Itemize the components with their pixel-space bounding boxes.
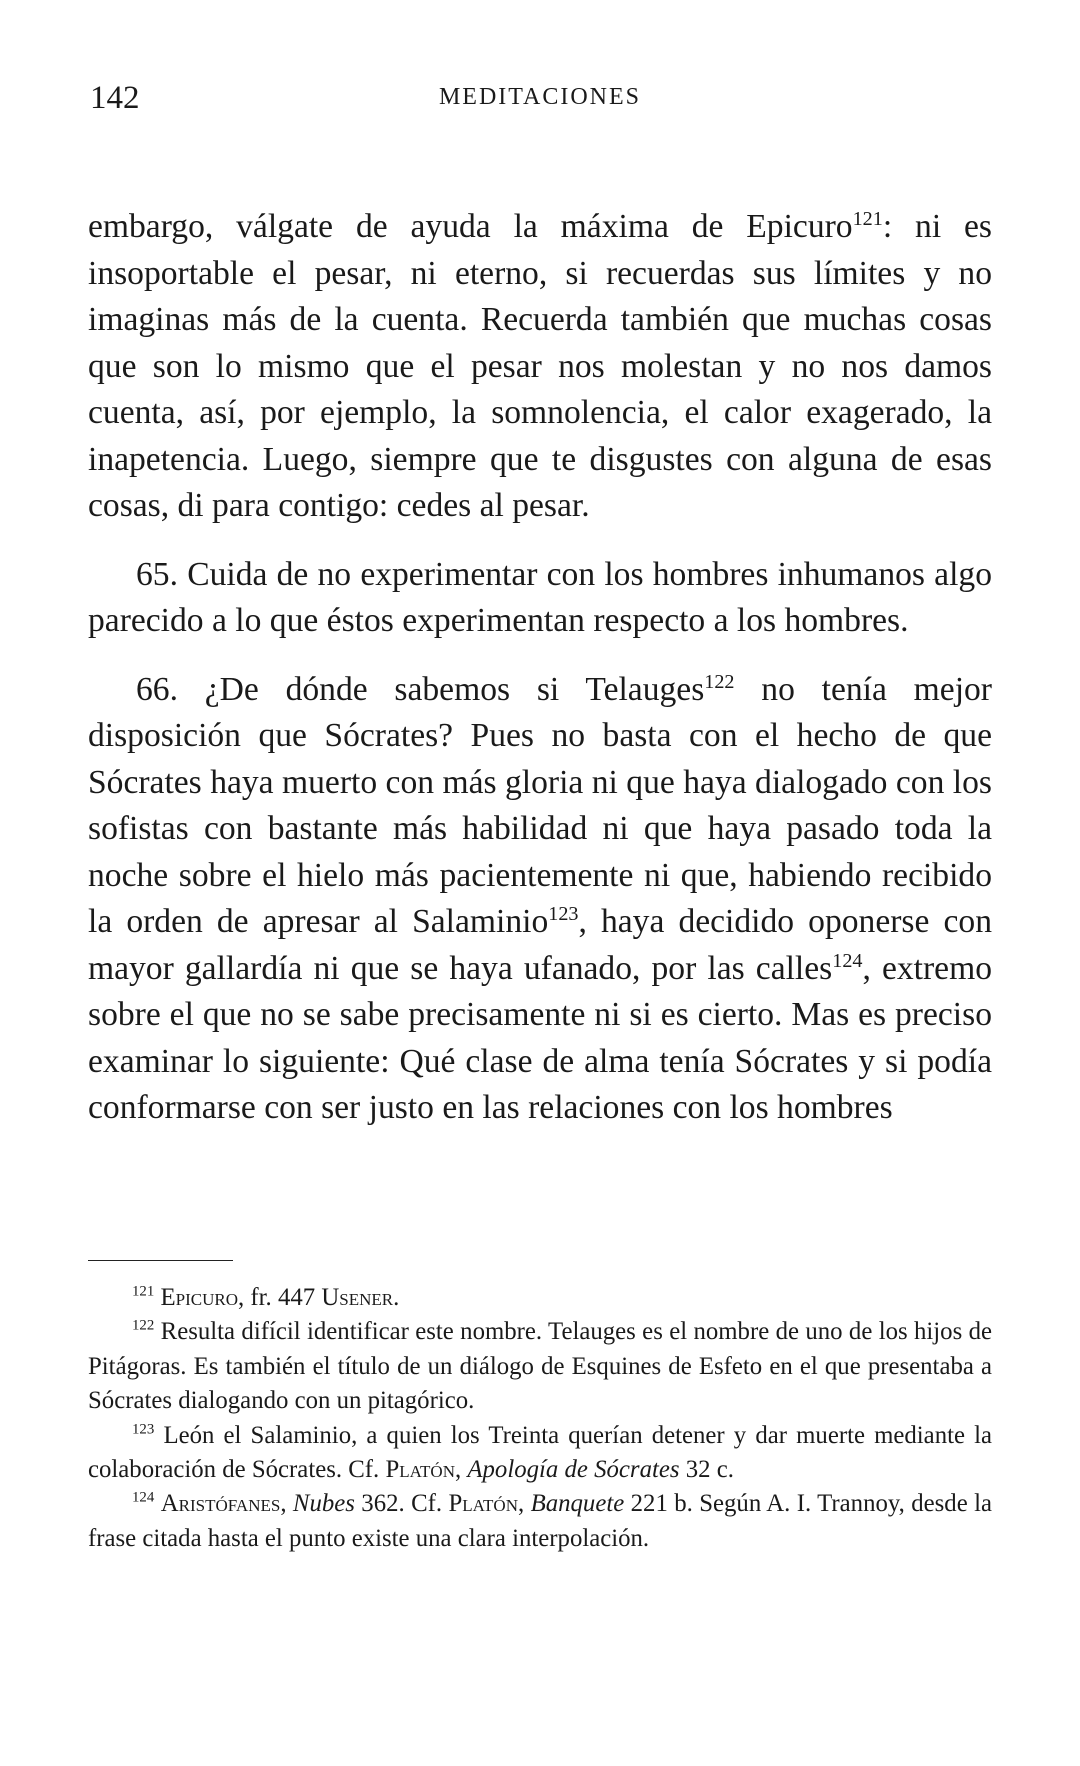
footnote-text: 362. Cf. [354, 1490, 449, 1518]
paragraph-66 [88, 667, 992, 1132]
page-number: 142 [90, 80, 140, 116]
footnote-text: León el Salaminio, a quien los Treinta querían detener y dar muerte mediante la colaboración de Sócrates. Cf. [88, 1421, 993, 1484]
footnote-123 [88, 1419, 992, 1488]
paragraph-text: 66. ¿De dónde sabemos si Telauges [136, 670, 705, 708]
footnote-text: , [518, 1490, 531, 1518]
footnote-121 [88, 1281, 992, 1315]
footnote-text: . [393, 1284, 400, 1311]
paragraph-continuation [88, 204, 992, 530]
editor-name: Usener [321, 1284, 394, 1311]
footnote-number: 124 [132, 1490, 155, 1507]
work-title: Banquete [530, 1490, 625, 1518]
work-title: Apología de Sócrates [467, 1456, 680, 1484]
paragraph-text: no tenía mejor disposición que Sócrates? Pues no basta con el hecho de que Sócrates haya muerto con más gloria ni que haya dialogado con los sofistas con bastante más habilidad ni que haya pasado toda la noche sobre el hielo más pacientemente ni que, habiendo recibido la orden de apresar al Salaminio [88, 670, 992, 940]
main-text [88, 204, 992, 1132]
author-name: Epicuro [160, 1284, 238, 1311]
footnote-ref-123: 123 [548, 902, 579, 925]
paragraph-text: embargo, válgate de ayuda la máxima de Epicuro [88, 208, 853, 245]
footnote-ref-121: 121 [852, 207, 883, 230]
footnote-122 [88, 1315, 992, 1418]
footnote-text: 32 c. [679, 1456, 734, 1484]
footnote-text: 221 b. Según A. I. Trannoy, desde la frase citada hasta el punto existe una clara interpolación. [88, 1490, 992, 1552]
footnote-divider [88, 1260, 233, 1261]
footnote-number: 122 [132, 1318, 155, 1335]
footnote-ref-124: 124 [832, 949, 863, 972]
footnote-text: , fr. 447 [238, 1284, 322, 1311]
paragraph-text: , haya decidido oponerse con mayor gallardía ni que se haya ufanado, por las calles [88, 903, 992, 987]
paragraph-text: , extremo sobre el que no se sabe precisamente ni si es cierto. Mas es preciso examinar lo siguiente: Qué clase de alma tenía Sócrates y si podía conformarse con ser justo en las relaciones con los hombres [88, 949, 992, 1126]
work-title: Nubes [292, 1490, 355, 1518]
paragraph-65: 65. Cuida de no experimentar con los hombres inhumanos algo parecido a lo que éstos experimentan respecto a los hombres. [88, 555, 992, 639]
running-title: MEDITACIONES [438, 84, 642, 110]
footnotes [88, 1281, 992, 1556]
footnote-number: 121 [132, 1283, 155, 1300]
footnote-text: , [280, 1490, 293, 1518]
footnote-ref-122: 122 [704, 670, 735, 693]
author-name: Platón [448, 1490, 518, 1518]
footnote-124 [88, 1487, 992, 1556]
paragraph-text: : ni es insoportable el pesar, ni eterno, si recuerdas sus límites y no imaginas más de la cuenta. Recuerda también que muchas cosas que son lo mismo que el pesar nos molestan y no nos damos cuenta, así, por ejemplo, la somnolencia, el calor exagerado, la inapetencia. Luego, siempre que te disgustes con alguna de esas cosas, di para contigo: cedes al pesar. [88, 208, 992, 524]
footnote-text: Resulta difícil identificar este nombre. Telauges es el nombre de uno de los hijos de Pitágoras. Es también el título de un diálogo de Esquines de Esfeto en el que presentaba a Sócrates dialogando con un pitagórico. [88, 1318, 992, 1415]
author-name: Platón [385, 1456, 455, 1484]
footnote-number: 123 [132, 1421, 155, 1438]
author-name: Aristófanes [160, 1490, 281, 1518]
footnote-text: , [454, 1456, 468, 1484]
